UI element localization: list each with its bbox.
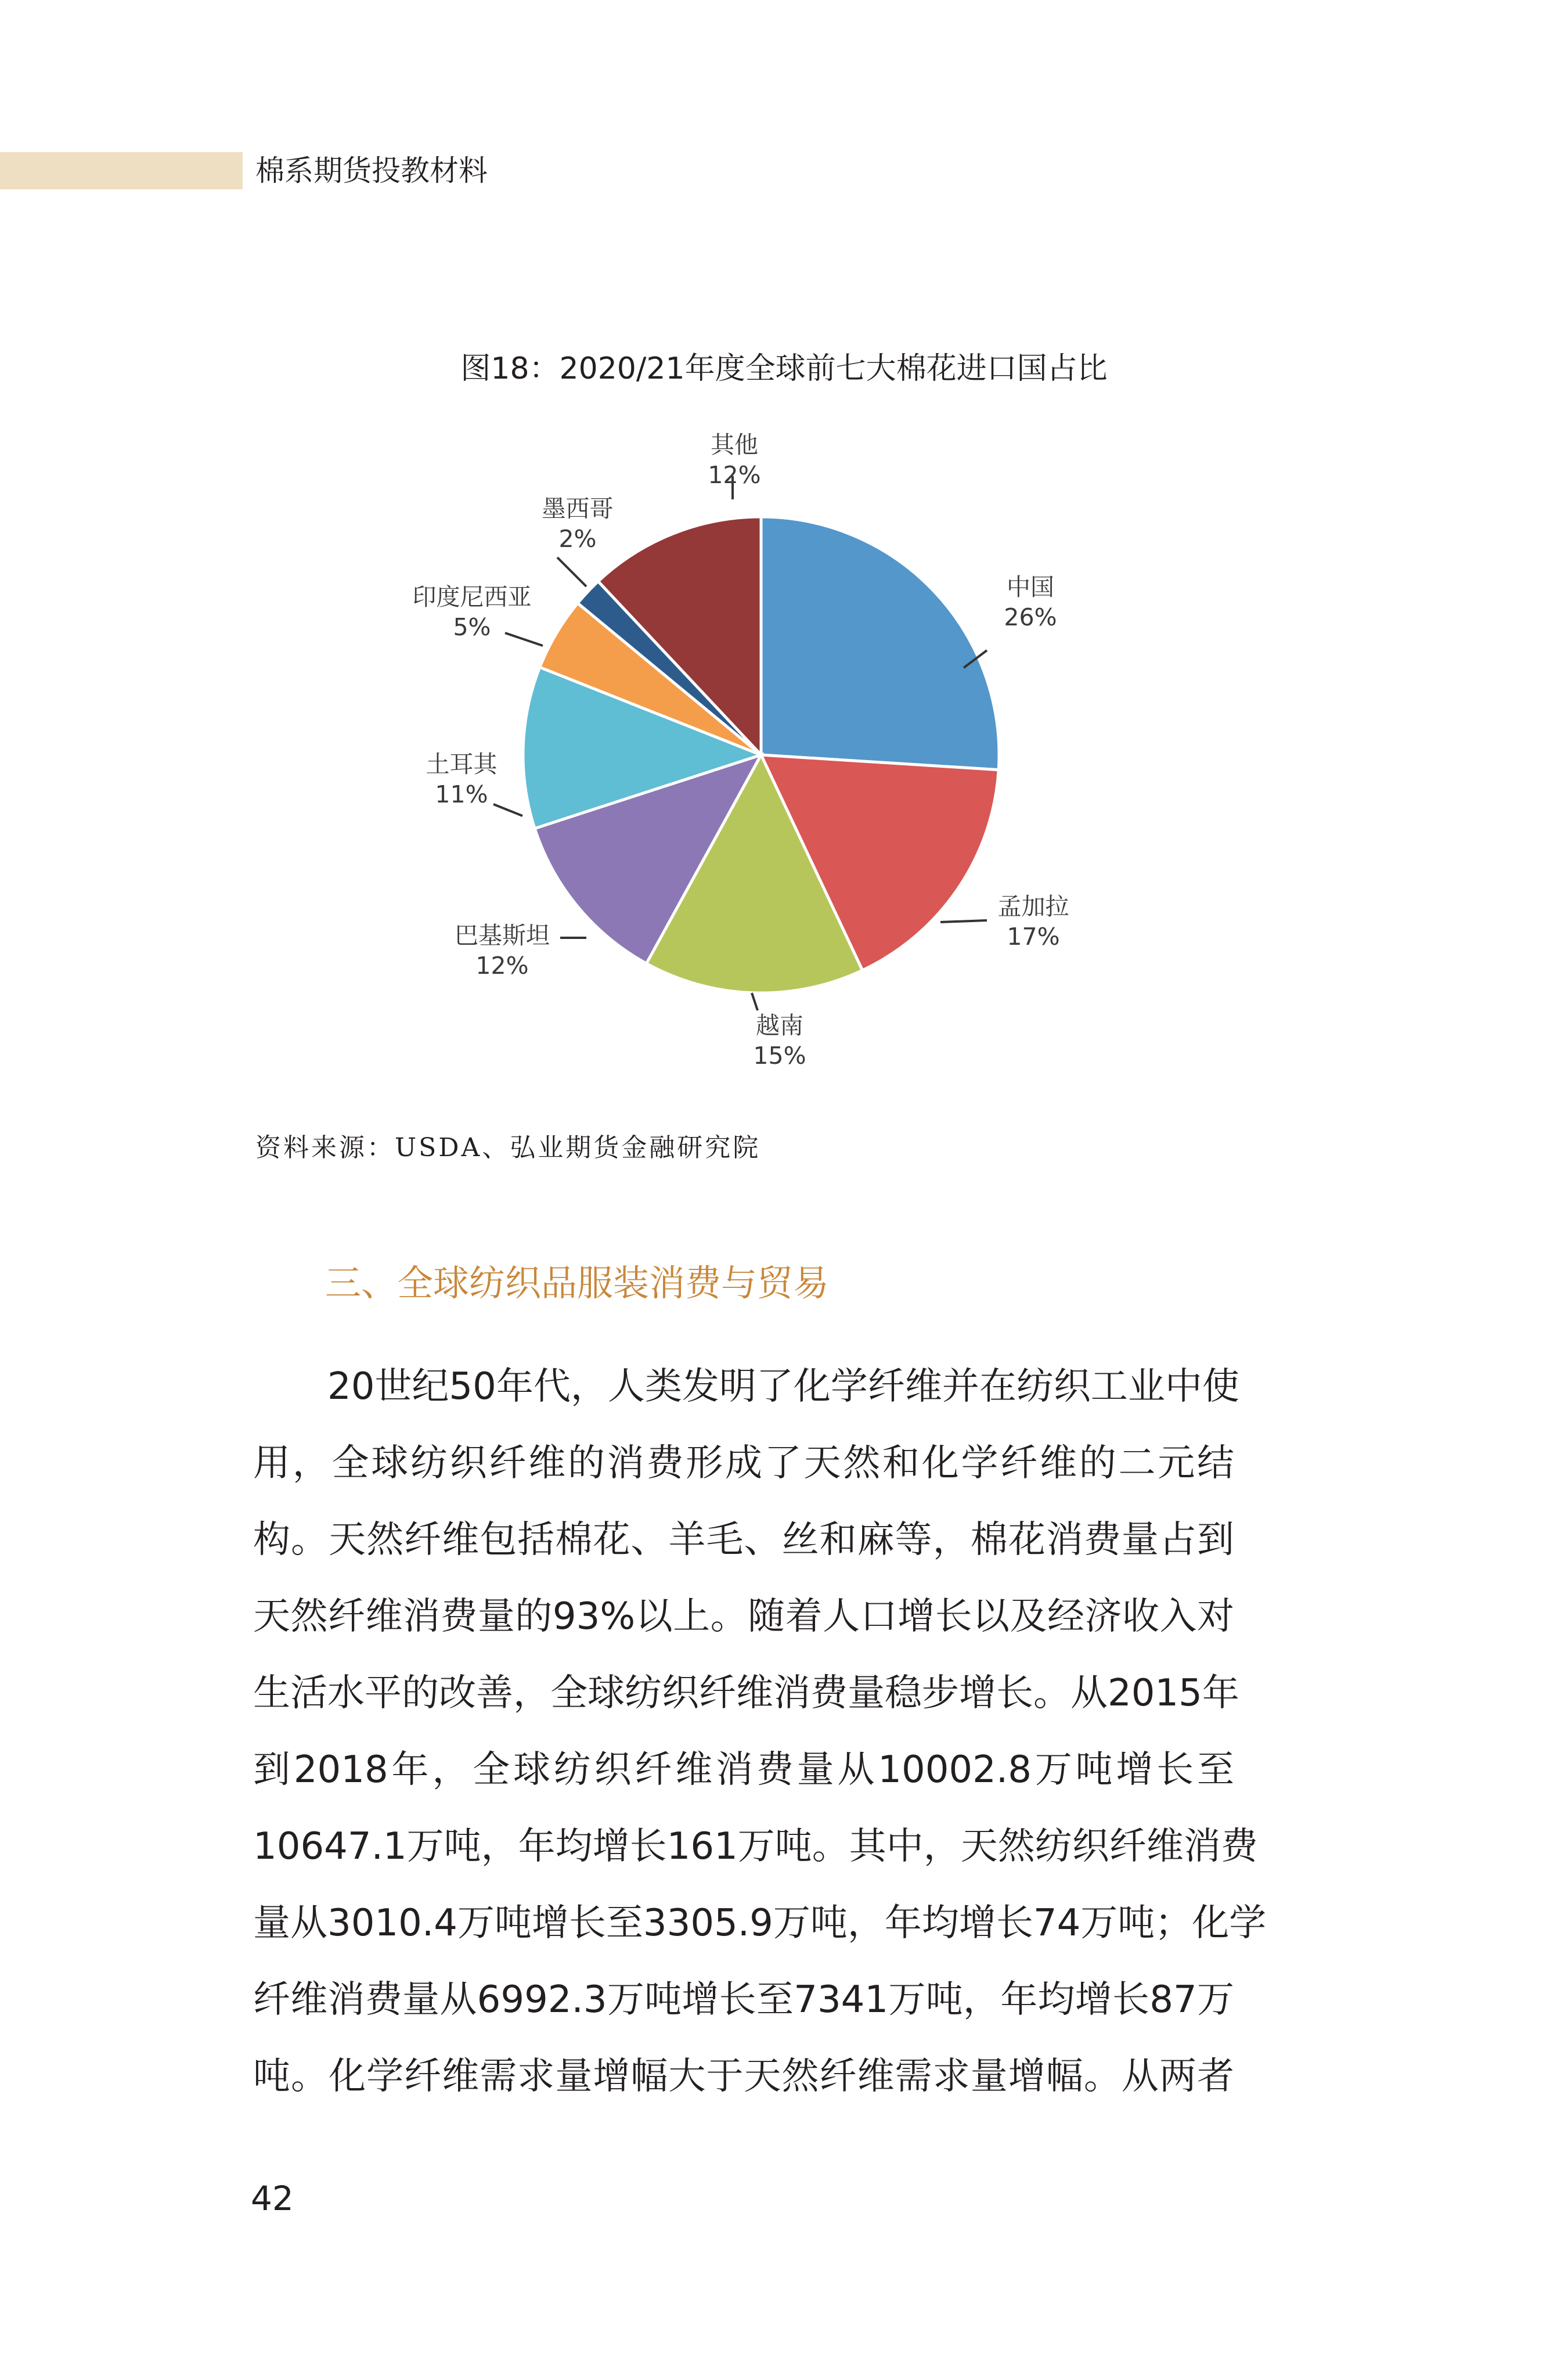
leader-line: [752, 993, 758, 1010]
slice-value-label: 12%: [708, 461, 761, 489]
body-line: 纤维消费量从6992.3万吨增长至7341万吨，年均增长87万: [253, 1978, 1234, 2021]
leader-line: [505, 633, 543, 646]
slice-value-label: 12%: [475, 952, 529, 980]
section-title: 三、全球纺织品服装消费与贸易: [325, 1262, 830, 1304]
slice-name-label: 孟加拉: [997, 893, 1069, 920]
slice-name-label: 其他: [711, 431, 758, 459]
slice-name-label: 土耳其: [426, 750, 498, 778]
slice-name-label: 中国: [1007, 573, 1054, 601]
body-line: 吨。化学纤维需求量增幅大于天然纤维需求量增幅。从两者: [253, 2055, 1234, 2098]
slice-value-label: 15%: [753, 1042, 806, 1070]
leader-line: [493, 804, 522, 816]
body-line: 生活水平的改善，全球纺织纤维消费量稳步增长。从2015年: [253, 1672, 1239, 1715]
slice-name-label: 越南: [756, 1012, 803, 1039]
body-line: 20世纪50年代，人类发明了化学纤维并在纺织工业中使: [327, 1365, 1239, 1408]
body-paragraph: [253, 1348, 1267, 2115]
body-line: 量从3010.4万吨增长至3305.9万吨，年均增长74万吨；化学: [253, 1902, 1267, 1945]
page-number: 42: [251, 2179, 294, 2218]
pie-chart: [0, 0, 1568, 1103]
body-line: 到2018年，全球纺织纤维消费量从10002.8万吨增长至: [253, 1748, 1234, 1791]
slice-value-label: 11%: [435, 780, 488, 808]
slice-name-label: 巴基斯坦: [455, 922, 550, 949]
slice-name-label: 墨西哥: [542, 495, 614, 523]
slice-value-label: 17%: [1007, 923, 1060, 951]
slice-value-label: 2%: [558, 525, 597, 553]
body-line: 用，全球纺织纤维的消费形成了天然和化学纤维的二元结: [253, 1442, 1234, 1485]
figure-caption: 图18：2020/21年度全球前七大棉花进口国占比: [460, 351, 1108, 386]
source-note: 资料来源：USDA、弘业期货金融研究院: [255, 1133, 761, 1163]
body-line: 10647.1万吨，年均增长161万吨。其中，天然纺织纤维消费: [253, 1825, 1258, 1868]
leader-line: [557, 557, 586, 586]
slice-value-label: 26%: [1004, 603, 1057, 631]
slice-value-label: 5%: [453, 613, 491, 641]
leader-line: [940, 920, 987, 922]
body-line: 构。天然纤维包括棉花、羊毛、丝和麻等，棉花消费量占到: [253, 1518, 1234, 1561]
slice-name-label: 印度尼西亚: [412, 583, 532, 611]
body-line: 天然纤维消费量的93%以上。随着人口增长以及经济收入对: [253, 1595, 1234, 1638]
running-header: 棉系期货投教材料: [255, 154, 488, 188]
pie-slice: [761, 517, 999, 770]
